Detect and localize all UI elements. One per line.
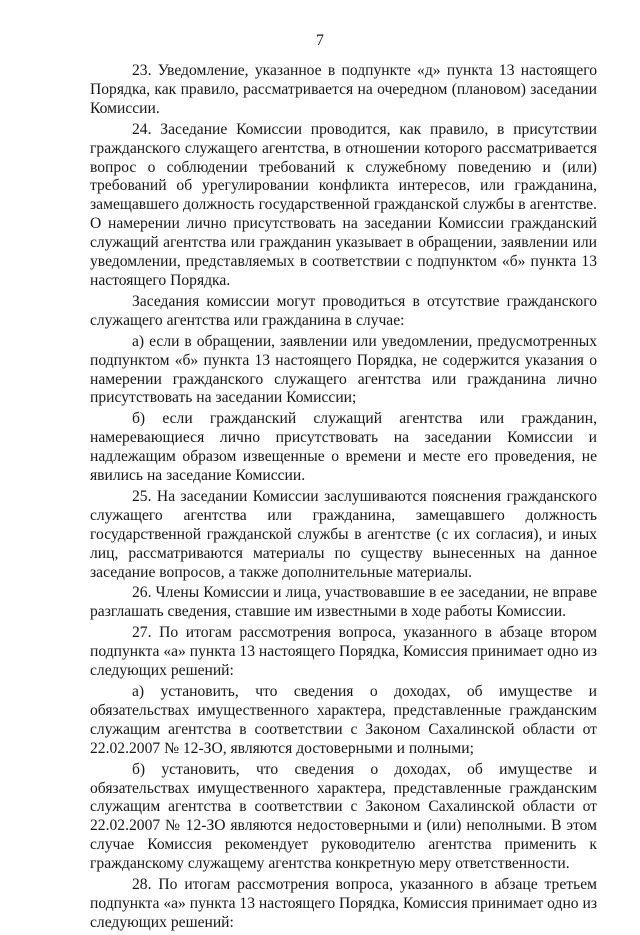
page-number: 7 — [316, 32, 324, 49]
subparagraph-a: а) если в обращении, заявлении или уведомлении, предусмотренных подпунктом «б» пункта 13 настоящего Порядка, не содержится указания о намерении гражданского служащего агентства или гражданина лично присутствовать на заседании Комиссии; — [90, 332, 597, 407]
paragraph-26: 26. Члены Комиссии и лица, участвовавшие в ее заседании, не вправе разглашать сведения, ставшие им известными в ходе работы Комиссии. — [90, 584, 597, 621]
paragraph-25: 25. На заседании Комиссии заслушиваются пояснения гражданского служащего агентства или гражданина, замещавшего должность государственной гражданской службы в агентстве (с их согласия), и иных лиц, рассматриваются материалы по существу вынесенных на данное заседание вопросов, а также дополнительные материалы. — [90, 487, 597, 581]
paragraph-23: 23. Уведомление, указанное в подпункте «д» пункта 13 настоящего Порядка, как правило, рассматривается на очередном (плановом) заседании Комиссии. — [90, 62, 597, 117]
subparagraph-b: б) если гражданский служащий агентства или гражданин, намеревающиеся лично присутствовать на заседании Комиссии и надлежащим образом извещенные о времени и месте его проведения, не явились на заседание Комиссии. — [90, 410, 597, 485]
paragraph-absence-conditions: Заседания комиссии могут проводиться в отсутствие гражданского служащего агентства или гражданина в случае: — [90, 292, 597, 329]
document-body — [90, 62, 597, 935]
paragraph-24: 24. Заседание Комиссии проводится, как правило, в присутствии гражданского служащего агентства, в отношении которого рассматривается вопрос о соблюдении требований к служебному поведению и (или) требований об урегулировании конфликта интересов, или гражданина, замещавшего должность государственной гражданской службы в агентстве. О намерении лично присутствовать на заседании Комиссии гражданский служащий агентства или гражданин указывает в обращении, заявлении или уведомлении, представляемых в соответствии с подпунктом «б» пункта 13 настоящего Порядка. — [90, 120, 597, 289]
paragraph-27-decision-b: б) установить, что сведения о доходах, об имуществе и обязательствах имущественного характера, представленные гражданским служащим агентства в соответствии с Законом Сахалинской области от 22.02.2007 № 12-ЗО являются недостоверными и (или) неполными. В этом случае Комиссия рекомендует руководителю агентства применить к гражданскому служащему агентства конкретную меру ответственности. — [90, 760, 597, 873]
paragraph-28: 28. По итогам рассмотрения вопроса, указанного в абзаце третьем подпункта «а» пункта 13 настоящего Порядка, Комиссия принимает одно из следующих решений: — [90, 876, 597, 931]
paragraph-27: 27. По итогам рассмотрения вопроса, указанного в абзаце втором подпункта «а» пункта 13 настоящего Порядка, Комиссия принимает одно из следующих решений: — [90, 624, 597, 680]
paragraph-27-decision-a: а) установить, что сведения о доходах, об имуществе и обязательствах имущественного характера, представленные гражданским служащим агентства в соответствии с Законом Сахалинской области от 22.02.2007 № 12-ЗО, являются достоверными и полными; — [90, 683, 597, 757]
